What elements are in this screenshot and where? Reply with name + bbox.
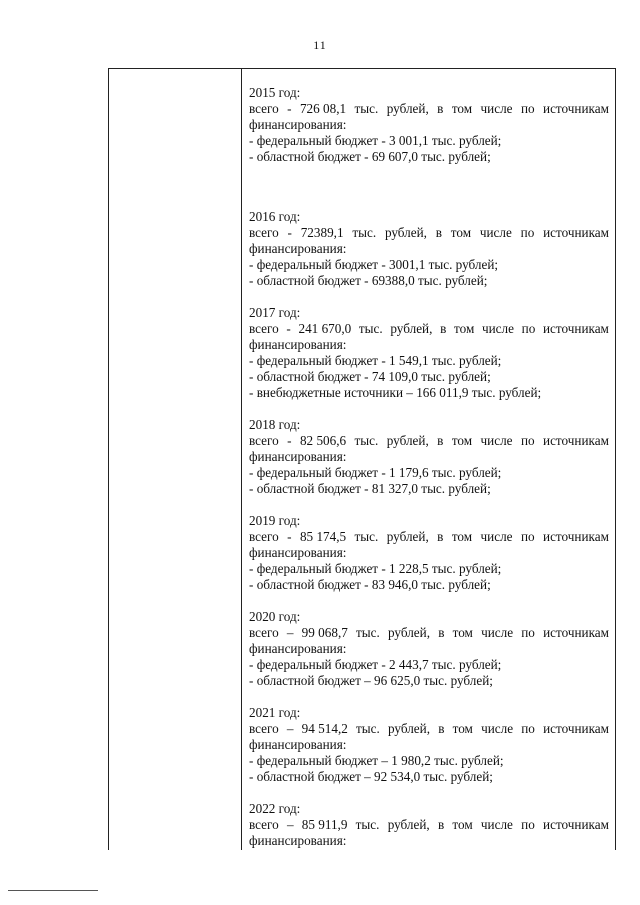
total-word: по: [520, 101, 535, 116]
total-word: числе: [481, 321, 514, 336]
total-word: всего: [249, 225, 279, 240]
total-word: том: [452, 721, 473, 736]
year-block: [249, 801, 609, 849]
total-word: рублей,: [387, 817, 430, 832]
total-word: рублей,: [386, 101, 429, 116]
financing-label: финансирования:: [249, 117, 347, 132]
total-word: том: [450, 225, 472, 240]
footnote-rule: [8, 890, 98, 891]
total-word: в: [440, 321, 447, 336]
total-word: -: [286, 321, 291, 336]
financing-label: финансирования:: [249, 737, 347, 752]
total-word: –: [286, 721, 294, 736]
budget-item: - федеральный бюджет - 2 443,7 тыс. рублей;: [249, 657, 502, 672]
budget-item: - областной бюджет - 69 607,0 тыс. рублей;: [249, 149, 491, 164]
total-word: том: [451, 101, 473, 116]
total-word: всего: [249, 625, 279, 640]
total-word: в: [437, 433, 444, 448]
year-block: [249, 609, 609, 689]
total-line: [249, 721, 609, 737]
year-heading: 2020 год:: [249, 609, 301, 624]
total-word: рублей,: [386, 433, 429, 448]
total-line: [249, 625, 609, 641]
total-word: источникам: [543, 721, 609, 736]
total-word: 241 670,0: [298, 321, 352, 336]
total-word: источникам: [543, 225, 609, 240]
total-line: [249, 529, 609, 545]
total-word: источникам: [543, 321, 609, 336]
total-word: рублей,: [390, 321, 433, 336]
total-word: в: [435, 225, 442, 240]
total-word: в: [438, 721, 445, 736]
total-word: тыс.: [355, 817, 380, 832]
total-line: [249, 433, 609, 449]
total-word: –: [286, 817, 294, 832]
total-word: по: [521, 817, 535, 832]
year-block: [249, 209, 609, 289]
budget-item: - федеральный бюджет - 1 179,6 тыс. рублей;: [249, 465, 502, 480]
total-word: тыс.: [352, 225, 377, 240]
total-word: источникам: [543, 101, 609, 116]
total-word: числе: [480, 529, 513, 544]
table-right-column: [242, 69, 615, 850]
year-heading: 2016 год:: [249, 209, 301, 224]
total-word: в: [437, 817, 445, 832]
year-heading: 2017 год:: [249, 305, 301, 320]
year-block: [249, 85, 609, 165]
budget-item: - областной бюджет - 74 109,0 тыс. рублей;: [249, 369, 491, 384]
total-word: тыс.: [354, 101, 379, 116]
total-word: в: [437, 529, 444, 544]
total-word: –: [286, 625, 294, 640]
total-word: рублей,: [387, 721, 430, 736]
budget-item: - областной бюджет – 96 625,0 тыс. рублей;: [249, 673, 493, 688]
total-word: тыс.: [356, 625, 380, 640]
total-word: числе: [480, 433, 513, 448]
total-line: [249, 817, 609, 833]
total-word: всего: [249, 433, 279, 448]
total-word: том: [452, 625, 473, 640]
total-word: по: [520, 433, 535, 448]
year-heading: 2018 год:: [249, 417, 301, 432]
total-word: в: [438, 625, 445, 640]
total-word: тыс.: [354, 529, 379, 544]
total-word: по: [520, 225, 535, 240]
total-word: числе: [480, 817, 513, 832]
budget-item: - внебюджетные источники – 166 011,9 тыс. рублей;: [249, 385, 542, 400]
total-word: всего: [249, 817, 279, 832]
total-word: источникам: [543, 817, 609, 832]
total-word: -: [287, 433, 292, 448]
year-heading: 2019 год:: [249, 513, 301, 528]
total-word: -: [287, 225, 292, 240]
total-word: числе: [481, 625, 514, 640]
total-word: числе: [481, 721, 514, 736]
financing-label: финансирования:: [249, 545, 347, 560]
total-word: 85 911,9: [301, 817, 348, 832]
year-block: [249, 417, 609, 497]
total-word: рублей,: [386, 529, 429, 544]
total-word: том: [454, 321, 475, 336]
total-word: 99 068,7: [301, 625, 348, 640]
page-number: 11: [313, 38, 327, 52]
total-word: тыс.: [356, 721, 380, 736]
total-word: том: [452, 817, 473, 832]
total-word: числе: [480, 101, 513, 116]
table-left-column: [109, 69, 242, 850]
budget-item: - федеральный бюджет - 1 549,1 тыс. рублей;: [249, 353, 502, 368]
total-word: по: [521, 625, 535, 640]
financing-label: финансирования:: [249, 337, 347, 352]
total-line: [249, 321, 609, 337]
total-word: по: [521, 321, 536, 336]
year-block: [249, 705, 609, 785]
budget-item: - федеральный бюджет – 1 980,2 тыс. рублей;: [249, 753, 504, 768]
financing-label: финансирования:: [249, 833, 347, 848]
total-word: том: [451, 529, 473, 544]
financing-label: финансирования:: [249, 641, 347, 656]
total-word: рублей,: [387, 625, 430, 640]
total-line: [249, 101, 609, 117]
budget-item: - областной бюджет – 92 534,0 тыс. рублей;: [249, 769, 493, 784]
total-word: всего: [249, 321, 279, 336]
budget-item: - областной бюджет - 81 327,0 тыс. рублей;: [249, 481, 491, 496]
total-word: 726 08,1: [299, 101, 347, 116]
year-block: [249, 513, 609, 593]
total-word: тыс.: [354, 433, 379, 448]
total-word: 82 506,6: [299, 433, 347, 448]
total-word: 94 514,2: [301, 721, 348, 736]
total-word: -: [287, 101, 292, 116]
total-word: 85 174,5: [299, 529, 347, 544]
total-word: источникам: [543, 625, 609, 640]
total-word: по: [521, 721, 535, 736]
total-word: всего: [249, 529, 279, 544]
year-heading: 2022 год:: [249, 801, 301, 816]
total-word: тыс.: [358, 321, 383, 336]
budget-item: - федеральный бюджет - 1 228,5 тыс. рублей;: [249, 561, 502, 576]
total-word: -: [287, 529, 292, 544]
total-word: рублей,: [384, 225, 427, 240]
financing-label: финансирования:: [249, 449, 347, 464]
total-word: в: [437, 101, 444, 116]
total-word: всего: [249, 721, 279, 736]
year-heading: 2021 год:: [249, 705, 301, 720]
year-heading: 2015 год:: [249, 85, 301, 100]
budget-item: - областной бюджет - 83 946,0 тыс. рублей;: [249, 577, 491, 592]
total-word: том: [451, 433, 473, 448]
total-word: числе: [479, 225, 512, 240]
total-line: [249, 225, 609, 241]
year-block: [249, 305, 609, 401]
total-word: всего: [249, 101, 279, 116]
total-word: источникам: [543, 433, 609, 448]
budget-item: - федеральный бюджет - 3001,1 тыс. рублей;: [249, 257, 499, 272]
total-word: по: [520, 529, 535, 544]
total-word: источникам: [543, 529, 609, 544]
budget-item: - федеральный бюджет - 3 001,1 тыс. рублей;: [249, 133, 502, 148]
financing-label: финансирования:: [249, 241, 347, 256]
budget-item: - областной бюджет - 69388,0 тыс. рублей;: [249, 273, 488, 288]
total-word: 72389,1: [300, 225, 344, 240]
funding-table: [108, 68, 616, 850]
